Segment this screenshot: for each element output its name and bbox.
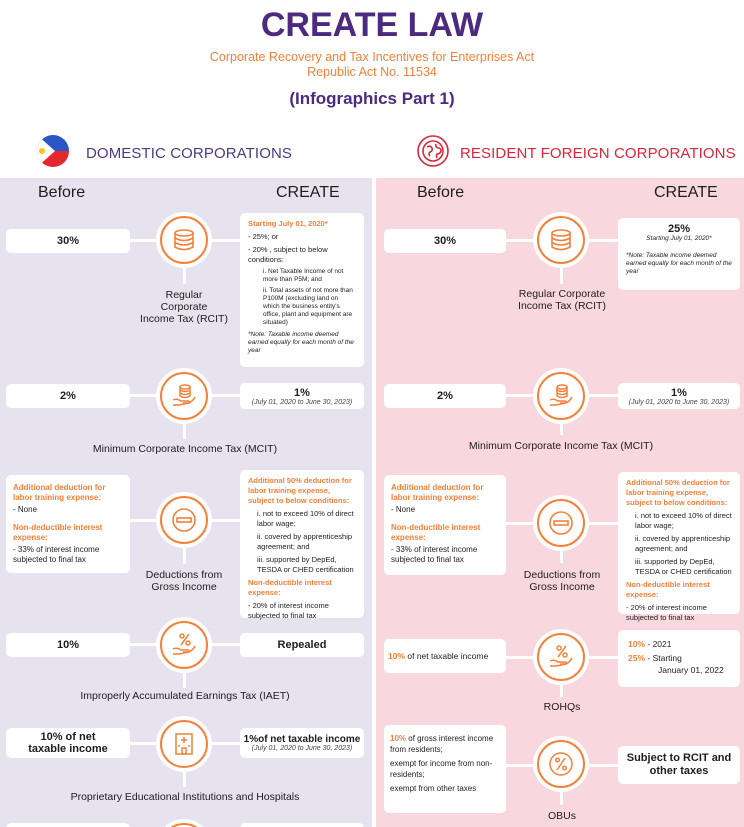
foreign-mcit-caption: Minimum Corporate Income Tax (MCIT) xyxy=(468,440,654,452)
caption-line: Corporate xyxy=(160,301,208,313)
value: 2% xyxy=(60,390,76,402)
connector xyxy=(183,670,186,688)
foreign-obu-before xyxy=(384,725,506,813)
foreign-mcit-before xyxy=(384,384,506,408)
heading: Additional deduction for labor training expense: xyxy=(391,483,484,502)
percent-in-hand-icon xyxy=(548,644,574,670)
connector xyxy=(183,266,186,284)
foreign-heading-label: RESIDENT FOREIGN CORPORATIONS xyxy=(460,144,736,162)
rate-2021 xyxy=(628,638,730,650)
foreign-rcit-caption xyxy=(497,288,627,312)
connector xyxy=(560,266,563,284)
domestic-heading-label: DOMESTIC CORPORATIONS xyxy=(86,144,292,162)
text: - 33% of interest income subjected to final tax xyxy=(13,545,100,564)
value: 10% xyxy=(56,639,80,651)
foreign-rohq-caption: ROHQs xyxy=(543,701,581,713)
percent-in-hand-icon xyxy=(171,632,197,658)
condition: iii. supported by DepEd, TESDA or CHED certification xyxy=(257,555,354,574)
domestic-mcit-before xyxy=(6,384,130,408)
domestic-proprietary-caption: Proprietary Educational Institutions and Hospitals xyxy=(70,791,300,803)
create-line: - 20% , subject to below conditions: xyxy=(248,245,328,264)
globe-icon xyxy=(416,134,450,173)
pct: 10% xyxy=(628,639,646,649)
text: - Starting xyxy=(645,653,682,663)
rohq-before-text xyxy=(388,651,488,661)
minus-circle-icon xyxy=(548,510,574,536)
heading: Non-deductible interest expense: xyxy=(13,523,103,542)
foreign-create-header: CREATE xyxy=(654,184,718,201)
create-values xyxy=(626,224,732,244)
domestic-iaet-before xyxy=(6,633,130,657)
heading: Non-deductible interest expense: xyxy=(391,523,481,542)
foreign-rohq-create xyxy=(618,630,740,687)
text: - None xyxy=(391,505,416,514)
connector xyxy=(560,549,563,563)
domestic-iaet-create xyxy=(240,633,364,657)
page-title: CREATE LAW xyxy=(260,6,484,44)
period: (July 01, 2020 to June 30, 2023) xyxy=(251,398,353,406)
domestic-proprietary-create xyxy=(240,728,364,758)
foreign-obu-icon-circle xyxy=(537,740,585,788)
coin-stack-icon xyxy=(171,227,197,253)
connector xyxy=(183,769,186,787)
foreign-mcit-icon-circle xyxy=(537,372,585,420)
percent-circle-icon xyxy=(548,751,574,777)
domestic-panel xyxy=(0,178,372,827)
connector xyxy=(560,421,563,435)
text: - None xyxy=(13,505,38,514)
heading: Additional 50% deduction for labor training expense, subject to below conditions: xyxy=(248,476,352,505)
domestic-deductions-icon-circle xyxy=(160,496,208,544)
domestic-iaet-icon-circle xyxy=(160,621,208,669)
domestic-mcit-caption: Minimum Corporate Income Tax (MCIT) xyxy=(92,443,278,455)
condition: i. Net Taxable Income of not more than P5M; and xyxy=(263,268,344,283)
foreign-before-header: Before xyxy=(417,184,465,201)
minus-circle-icon xyxy=(171,507,197,533)
pct: 10% xyxy=(388,651,406,661)
condition: i. not to exceed 10% of direct labor wage; xyxy=(635,511,732,530)
domestic-proprietary-icon-circle xyxy=(160,720,208,768)
foreign-obu-caption: OBUs xyxy=(547,810,576,822)
hospital-building-icon xyxy=(171,731,197,757)
value: 30% xyxy=(56,235,80,247)
foreign-deductions-create xyxy=(618,472,740,622)
connector xyxy=(560,683,563,697)
value: taxable income xyxy=(28,743,108,755)
value: 30% xyxy=(433,235,457,247)
caption-line: Regular xyxy=(165,289,203,301)
domestic-rcit-create xyxy=(240,213,364,367)
domestic-before-header: Before xyxy=(38,184,86,201)
foreign-rcit-create xyxy=(618,218,740,290)
text: of net taxable income xyxy=(405,651,489,661)
heading: Additional 50% deduction for labor training expense, subject to below conditions: xyxy=(626,478,730,507)
domestic-rcit-before xyxy=(6,229,130,253)
pct: 10% xyxy=(390,734,407,743)
condition: ii. covered by apprenticeship agreement; and xyxy=(635,534,731,553)
domestic-create-header: CREATE xyxy=(276,184,340,201)
connector xyxy=(183,546,186,564)
value: 2% xyxy=(437,390,453,402)
domestic-rcit-icon-circle xyxy=(160,216,208,264)
condition: iii. supported by DepEd, TESDA or CHED certification xyxy=(635,557,732,576)
foreign-heading xyxy=(416,136,736,170)
text: - 33% of interest income subjected to final tax xyxy=(391,545,478,564)
foreign-deductions-before xyxy=(384,475,506,575)
philippine-flag-icon xyxy=(36,134,70,173)
domestic-next-create xyxy=(240,823,364,827)
text: - 20% of interest income subjected to final tax xyxy=(248,601,329,620)
part-label: (Infographics Part 1) xyxy=(289,89,455,108)
condition: i. not to exceed 10% of direct labor wage; xyxy=(257,509,354,528)
create-title: Starting July 01, 2020* xyxy=(248,219,328,228)
text: exempt from other taxes xyxy=(390,784,477,793)
pct: 25% xyxy=(628,653,646,663)
coins-in-hand-icon xyxy=(548,383,574,409)
domestic-heading xyxy=(36,136,292,170)
caption-line: Income Tax (RCIT) xyxy=(518,300,606,312)
start-date: Starting July 01, 2020* xyxy=(646,235,712,242)
create-line: - 25%; or xyxy=(248,232,279,241)
heading: Additional deduction for labor training expense: xyxy=(13,483,106,502)
foreign-rcit-icon-circle xyxy=(537,216,585,264)
heading: Non-deductible interest expense: xyxy=(248,578,332,597)
foreign-mcit-create xyxy=(618,383,740,409)
value: 1%of net taxable income xyxy=(243,734,361,745)
domestic-deductions-caption xyxy=(120,569,248,593)
domestic-iaet-caption: Improperly Accumulated Earnings Tax (IAET) xyxy=(80,690,290,702)
text: of gross interest income from residents; xyxy=(390,734,494,754)
condition: ii. covered by apprenticeship agreement; and xyxy=(257,532,353,551)
domestic-deductions-before xyxy=(6,475,130,573)
caption-line: Deductions from xyxy=(523,569,601,581)
value: 1% xyxy=(294,386,310,399)
value: 25% xyxy=(667,223,691,235)
connector xyxy=(560,791,563,805)
foreign-deductions-caption xyxy=(497,569,627,593)
domestic-mcit-icon-circle xyxy=(160,372,208,420)
period: (July 01, 2020 to June 30, 2023) xyxy=(628,398,730,406)
act-number: Republic Act No. 11534 xyxy=(307,65,437,79)
domestic-rcit-caption xyxy=(120,289,248,325)
value: 10% of net xyxy=(40,731,96,743)
obu-before-line xyxy=(390,733,500,755)
coin-stack-icon xyxy=(548,227,574,253)
domestic-mcit-create xyxy=(240,383,364,409)
coins-in-hand-icon xyxy=(171,383,197,409)
caption-line: Gross Income xyxy=(151,581,217,593)
domestic-deductions-create xyxy=(240,470,364,618)
caption-line: Regular Corporate xyxy=(518,288,606,300)
domestic-next-icon-circle xyxy=(160,823,208,827)
foreign-panel xyxy=(376,178,744,827)
heading: Non-deductible interest expense: xyxy=(626,580,710,599)
foreign-rohq-icon-circle xyxy=(537,633,585,681)
period: (July 01, 2020 to June 30, 2023) xyxy=(251,745,353,752)
foreign-rcit-before xyxy=(384,229,506,253)
value: 1% xyxy=(671,386,687,399)
text: - 2021 xyxy=(645,639,672,649)
caption-line: Income Tax (RCIT) xyxy=(140,313,228,325)
text: - 20% of interest income subjected to final tax xyxy=(626,603,707,622)
text: exempt for income from non- residents; xyxy=(390,759,493,779)
domestic-proprietary-before xyxy=(6,728,130,758)
caption-line: Gross Income xyxy=(529,581,595,593)
foreign-obu-create xyxy=(618,746,740,784)
domestic-next-before xyxy=(6,823,130,827)
text: January 01, 2022 xyxy=(658,665,724,675)
act-name: Corporate Recovery and Tax Incentives for Enterprises Act xyxy=(209,50,535,64)
foreign-rohq-before xyxy=(384,639,506,673)
rate-2022 xyxy=(628,652,730,664)
page-subtitle xyxy=(0,50,744,80)
footnote: *Note: Taxable income deemed earned equally for each month of the year xyxy=(626,252,732,275)
condition: ii. Total assets of not more than P100M (excluding land on which the business entity's office, plant and equipment are situated) xyxy=(263,287,353,326)
caption-line: Deductions from xyxy=(145,569,223,581)
footnote: *Note: Taxable income deemed earned equally for each month of the year xyxy=(248,331,354,354)
value: Subject to RCIT and other taxes xyxy=(626,752,732,777)
value: Repealed xyxy=(277,639,327,651)
foreign-deductions-icon-circle xyxy=(537,499,585,547)
connector xyxy=(183,421,186,439)
